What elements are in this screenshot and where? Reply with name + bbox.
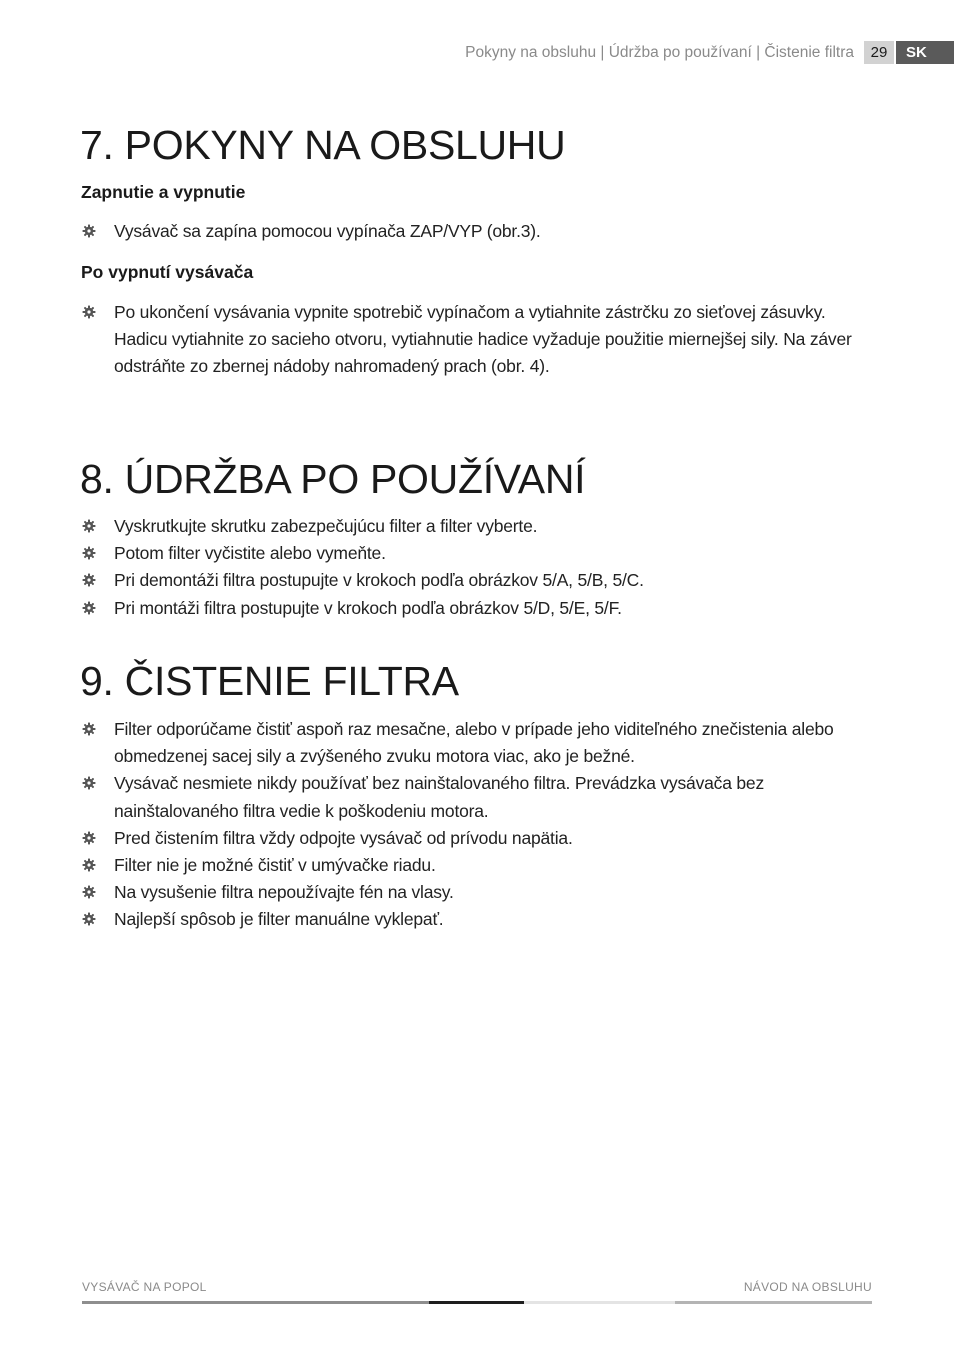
gear-bullet-icon xyxy=(82,601,96,615)
list-item xyxy=(80,567,880,594)
page-number: 29 xyxy=(864,41,894,64)
footer-product-name: VYSÁVAČ NA POPOL xyxy=(82,1280,207,1294)
list-item-text: Na vysušenie filtra nepoužívajte fén na vlasy. xyxy=(114,882,454,903)
list-item xyxy=(80,906,850,933)
gear-bullet-icon xyxy=(82,519,96,533)
list-item xyxy=(80,852,850,879)
gear-bullet-icon xyxy=(82,776,96,790)
list-item-text: Vysávač nesmiete nikdy používať bez nainštalovaného filtra. Prevádzka vysávača bez nainštalovaného filtra vedie k poškodeniu motora. xyxy=(114,773,765,821)
gear-bullet-icon xyxy=(82,546,96,560)
footer-manual-label: NÁVOD NA OBSLUHU xyxy=(743,1280,872,1294)
language-badge: SK xyxy=(896,41,954,64)
list-item-text: Filter nie je možné čistiť v umývačke riadu. xyxy=(114,855,436,876)
maintenance-list xyxy=(80,513,880,622)
gear-bullet-icon xyxy=(82,858,96,872)
gear-bullet-icon xyxy=(82,912,96,926)
gear-bullet-icon xyxy=(82,722,96,736)
list-item xyxy=(80,825,850,852)
gear-bullet-icon xyxy=(82,885,96,899)
gear-bullet-icon xyxy=(82,831,96,845)
list-item xyxy=(80,716,850,770)
on-off-list xyxy=(80,218,880,245)
footer-rule-segment xyxy=(429,1301,524,1304)
list-item xyxy=(80,218,880,245)
list-item-text: Pri demontáži filtra postupujte v krokoch podľa obrázkov 5/A, 5/B, 5/C. xyxy=(114,570,644,591)
list-item xyxy=(80,879,850,906)
list-item-text: Pred čistením filtra vždy odpojte vysávač od prívodu napätia. xyxy=(114,827,573,848)
filter-cleaning-list xyxy=(80,716,850,934)
list-item-text: Vysávač sa zapína pomocou vypínača ZAP/VYP (obr.3). xyxy=(114,221,541,241)
after-off-list xyxy=(80,299,880,381)
section-9-title: 9. ČISTENIE FILTRA xyxy=(80,658,459,704)
list-item xyxy=(80,595,880,622)
running-header: Pokyny na obsluhu | Údržba po používaní | Čistenie filtra xyxy=(465,44,854,61)
list-item-text: Pri montáži filtra postupujte v krokoch podľa obrázkov 5/D, 5/E, 5/F. xyxy=(114,597,622,618)
footer-rule-segment xyxy=(675,1301,872,1304)
list-item-text: Filter odporúčame čistiť aspoň raz mesačne, alebo v prípade jeho viditeľného znečistenia alebo obmedzenej sacej sily a zvýšeného zvuku motora viac, ako je bežné. xyxy=(114,719,834,767)
gear-bullet-icon xyxy=(82,573,96,587)
list-item-text: Potom filter vyčistite alebo vymeňte. xyxy=(114,543,386,564)
list-item xyxy=(80,540,880,567)
section-7-title: 7. POKYNY NA OBSLUHU xyxy=(80,122,566,168)
list-item-text: Vyskrutkujte skrutku zabezpečujúcu filter a filter vyberte. xyxy=(114,516,538,536)
gear-bullet-icon xyxy=(82,224,96,238)
list-item xyxy=(80,299,880,381)
list-item-text: Po ukončení vysávania vypnite spotrebič vypínačom a vytiahnite zástrčku zo sieťovej zásuvky. Hadicu vytiahnite zo sacieho otvoru, vytiahnutie hadice vyžaduje použitie miernejšej sily. Na záver odstráňte zo zbernej nádoby nahromadený prach (obr. 4). xyxy=(114,302,852,377)
footer-rule-segment xyxy=(82,1301,429,1304)
list-item-text: Najlepší spôsob je filter manuálne vyklepať. xyxy=(114,909,444,930)
section-8-title: 8. ÚDRŽBA PO POUŽÍVANÍ xyxy=(80,456,586,502)
footer-rule-segment xyxy=(524,1301,675,1304)
gear-bullet-icon xyxy=(82,305,96,319)
subsection-on-off-title: Zapnutie a vypnutie xyxy=(81,182,246,202)
subsection-after-off-title: Po vypnutí vysávača xyxy=(81,262,254,282)
list-item xyxy=(80,770,850,824)
list-item xyxy=(80,513,880,540)
